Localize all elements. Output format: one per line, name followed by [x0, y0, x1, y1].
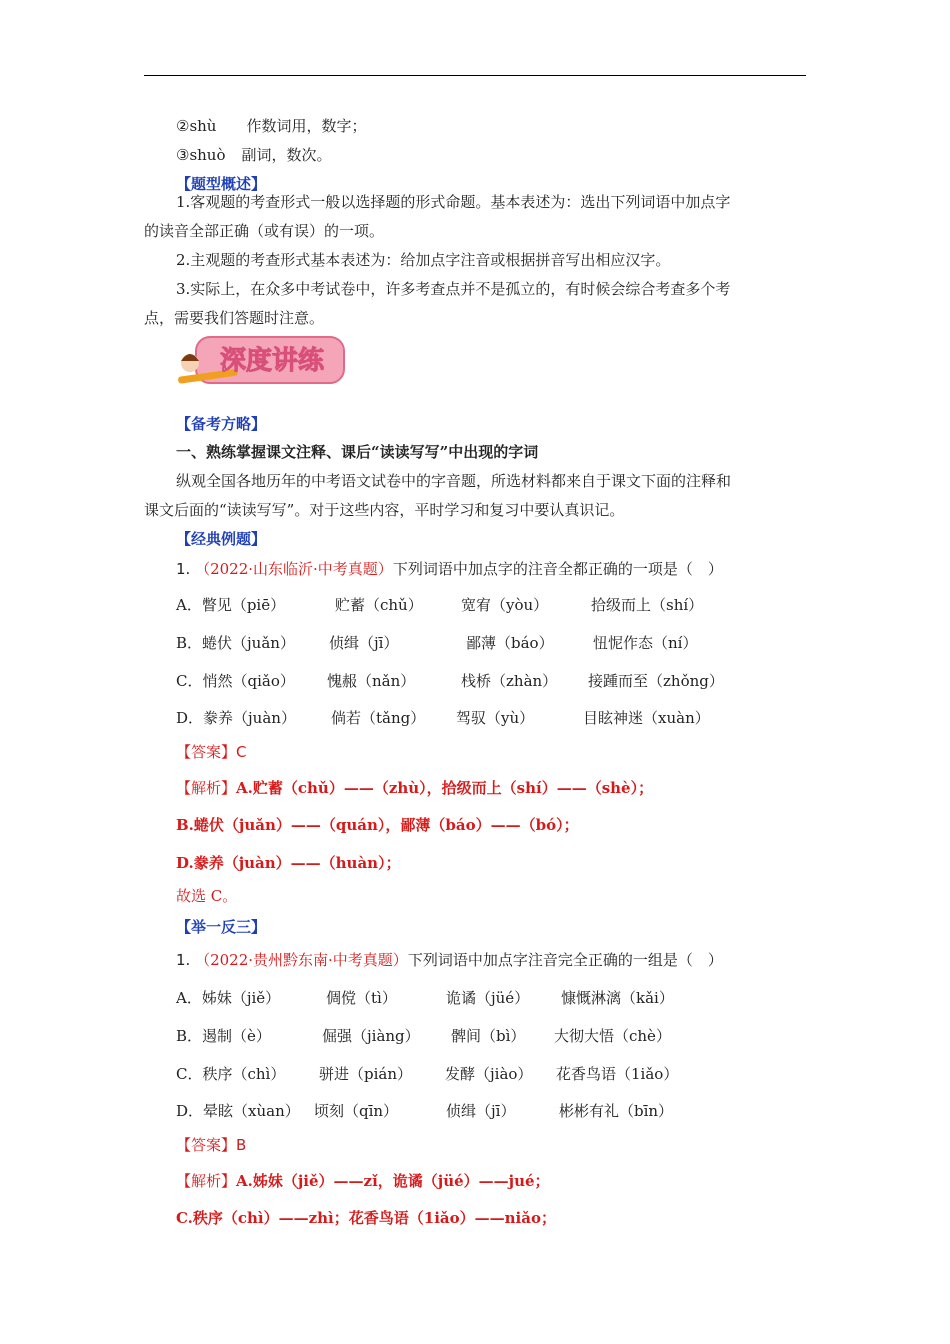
tixing-p1b: 的读音全部正确（或有误）的一项。 [144, 222, 385, 240]
tixing-p2: 2.主观题的考查形式基本表述为：给加点字注音或根据拼音写出相应汉字。 [176, 251, 671, 269]
ex2-opt-C-1: C．秩序（chì） [176, 1065, 286, 1083]
ex1-opt-C-2: 愧赧（nǎn） [327, 672, 416, 690]
example1-answer: 【答案】C [176, 743, 247, 761]
section-title-practice: 【举一反三】 [176, 918, 267, 936]
tixing-p1a: 1.客观题的考查形式一般以选择题的形式命题。基本表述为：选出下列词语中加点字 [176, 193, 731, 211]
ex2-opt-D-3: 侦缉（jī） [446, 1102, 516, 1120]
deep-practice-banner [176, 333, 348, 393]
ex1-opt-D-1: D．豢养（juàn） [176, 709, 296, 727]
ex1-opt-D-2: 倘若（tǎng） [331, 709, 426, 727]
ex2-opt-D-1: D．晕眩（xùan） [176, 1102, 300, 1120]
ex2-opt-B-3: 髀间（bì） [451, 1027, 526, 1045]
example1-analysis-2: B.蜷伏（juǎn）——（quán），鄙薄（báo）——（bó）； [176, 816, 579, 834]
ex1-opt-B-3: 鄙薄（báo） [466, 634, 554, 652]
ex2-opt-D-2: 顷刻（qīn） [314, 1102, 399, 1120]
beikao-subtitle: 一、熟练掌握课文注释、课后“读读写写”中出现的字词 [176, 443, 539, 461]
ex1-opt-A-2: 贮蓄（chǔ） [335, 596, 423, 614]
meaning-shu: 作数词用，数字； [246, 117, 367, 135]
ex2-opt-C-2: 骈进（pián） [319, 1065, 413, 1083]
ex1-opt-D-4: 目眩神迷（xuàn） [583, 709, 710, 727]
example2-stem: 1. （2022·贵州黔东南·中考真题）下列词语中加点字注音完全正确的一组是（ ） [176, 951, 723, 969]
example2-analysis-1: 【解析】A.姊妹（jiě）——zǐ，诡谲（jüé）——jué； [176, 1172, 550, 1190]
ex1-opt-C-3: 栈桥（zhàn） [461, 672, 558, 690]
section-title-tixing: 【题型概述】 [176, 175, 267, 193]
beikao-p-b: 课文后面的“读读写写”。对于这些内容，平时学习和复习中要认真识记。 [144, 501, 625, 519]
example1-analysis-4: 故选 C。 [176, 887, 238, 905]
ex1-opt-A-4: 拾级而上（shí） [591, 596, 704, 614]
ex2-opt-B-1: B．遏制（è） [176, 1027, 271, 1045]
ex2-opt-B-2: 倔强（jiàng） [322, 1027, 420, 1045]
ex1-opt-B-4: 忸怩作态（ní） [593, 634, 698, 652]
ex1-opt-A-3: 宽宥（yòu） [461, 596, 549, 614]
meaning-shuo: 副词，数次。 [241, 146, 332, 164]
example2-source: （2022·贵州黔东南·中考真题） [195, 951, 408, 969]
tixing-p3b: 点，需要我们答题时注意。 [144, 309, 325, 327]
ex1-opt-B-2: 侦缉（jī） [329, 634, 399, 652]
ex1-opt-A-1: A．瞥见（piē） [176, 596, 286, 614]
ex2-opt-A-3: 诡谲（jüé） [446, 989, 530, 1007]
intro-line-1 [144, 115, 838, 137]
example2-analysis-2: C.秩序（chì）——zhì；花香鸟语（1iǎo）——niǎo； [176, 1209, 556, 1227]
section-title-example: 【经典例题】 [176, 530, 267, 548]
example1-analysis-3: D.豢养（juàn）——（huàn）； [176, 854, 401, 872]
section-title-beikao: 【备考方略】 [176, 415, 267, 433]
ex2-opt-B-4: 大彻大悟（chè） [554, 1027, 671, 1045]
ex2-opt-A-2: 倜傥（tì） [326, 989, 397, 1007]
example2-answer: 【答案】B [176, 1136, 247, 1154]
ex1-opt-C-1: C．悄然（qiǎo） [176, 672, 295, 690]
ex2-opt-C-3: 发酵（jiào） [445, 1065, 533, 1083]
example1-analysis-1: 【解析】A.贮蓄（chǔ）——（zhù），拾级而上（shí）——（shè）； [176, 779, 654, 797]
intro-line-2 [144, 144, 838, 166]
ex1-opt-B-1: B．蜷伏（juǎn） [176, 634, 295, 652]
pinyin-shu: ②shù [176, 117, 217, 135]
ex2-opt-A-1: A．姊妹（jiě） [176, 989, 281, 1007]
header-rule [144, 75, 806, 76]
tixing-p3a: 3.实际上，在众多中考试卷中，许多考查点并不是孤立的，有时候会综合考查多个考 [176, 280, 731, 298]
ex1-opt-D-3: 驾驭（yù） [456, 709, 535, 727]
beikao-p-a: 纵观全国各地历年的中考语文试卷中的字音题，所选材料都来自于课文下面的注释和 [176, 472, 732, 490]
ex2-opt-D-4: 彬彬有礼（bīn） [559, 1102, 674, 1120]
ex2-opt-C-4: 花香鸟语（1iǎo） [556, 1065, 679, 1083]
ex1-opt-C-4: 接踵而至（zhǒng） [588, 672, 724, 690]
ex2-opt-A-4: 慷慨淋漓（kǎi） [561, 989, 674, 1007]
example1-source: （2022·山东临沂·中考真题） [195, 560, 393, 578]
pinyin-shuo: ③shuò [176, 146, 226, 164]
example1-stem: 1. （2022·山东临沂·中考真题）下列词语中加点字的注音全都正确的一项是（ ） [176, 560, 723, 578]
banner-text: 深度讲练 [219, 346, 325, 376]
